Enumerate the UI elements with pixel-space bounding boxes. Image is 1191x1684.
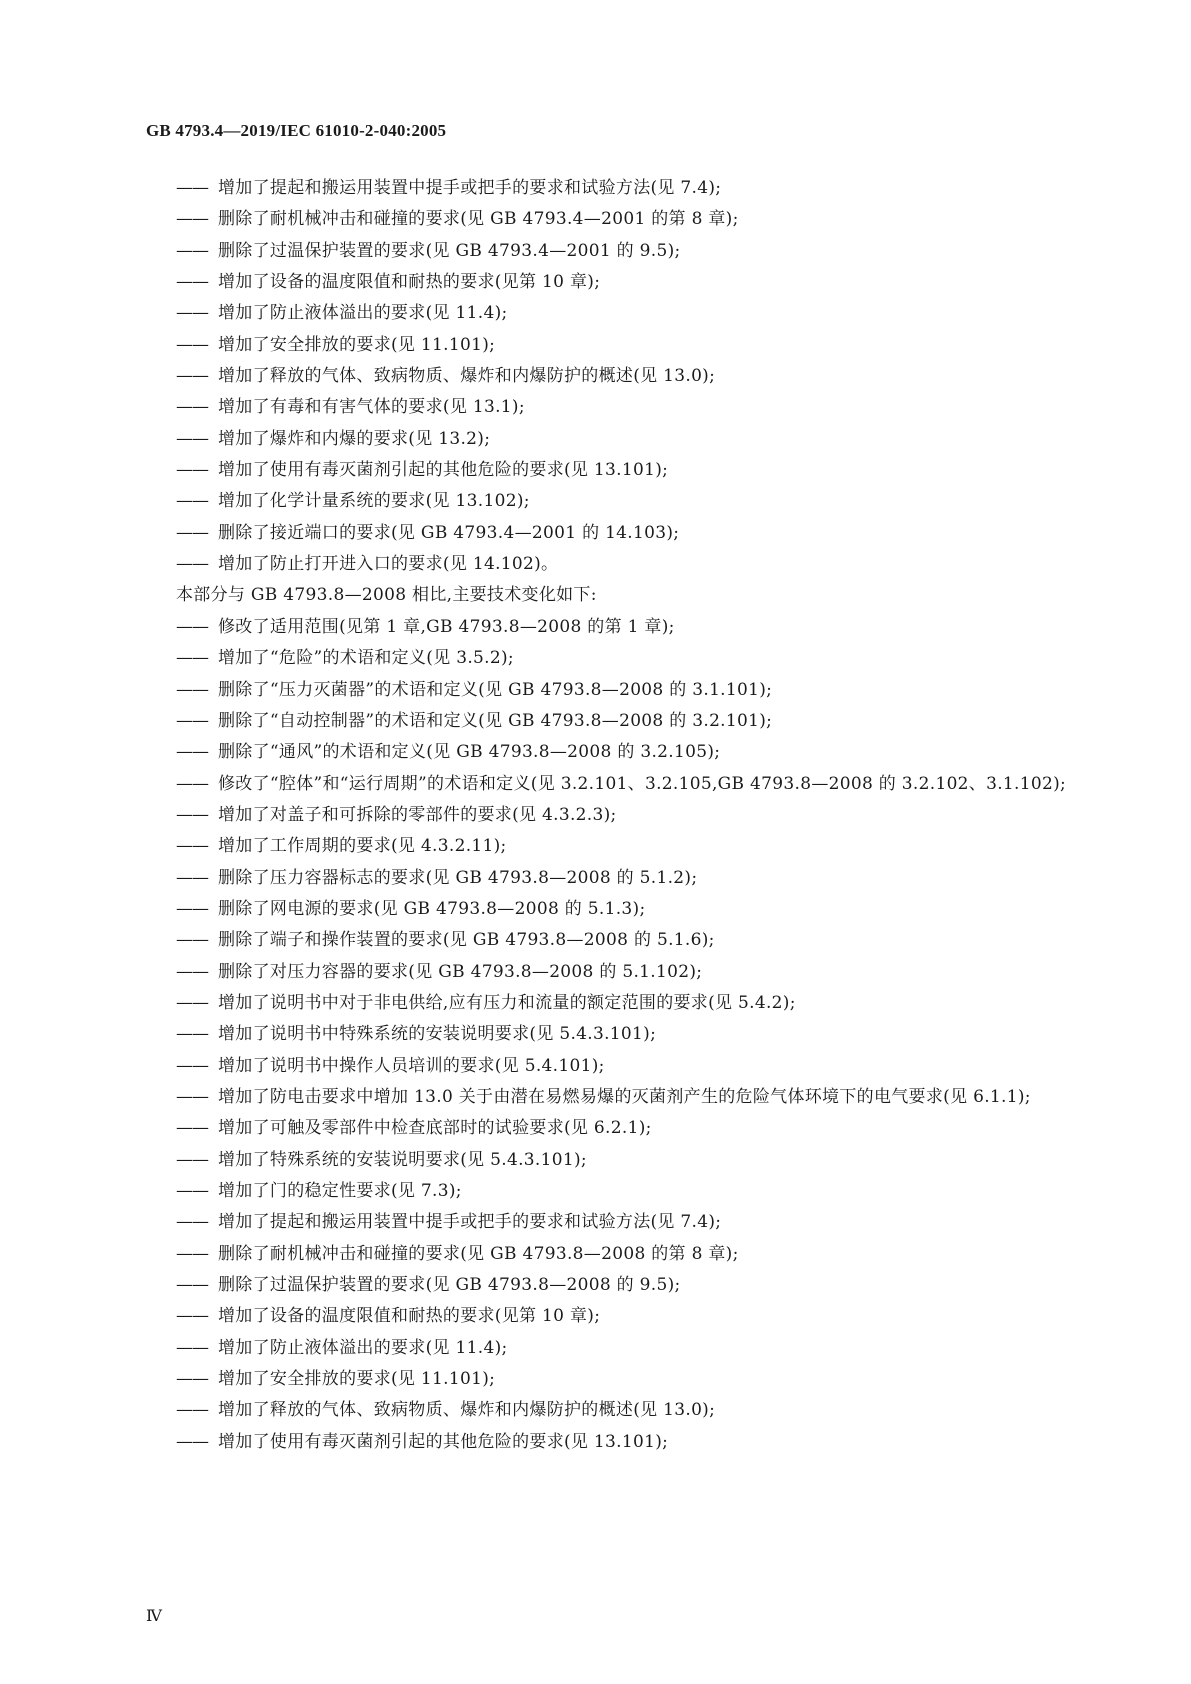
list-item-text: 删除了接近端口的要求(见 GB 4793.4—2001 的 14.103); [218,522,680,543]
list-dash: —— [176,930,208,951]
list-item-text: 增加了防止液体溢出的要求(见 11.4); [218,303,508,324]
list-item-text: 修改了“腔体”和“运行周期”的术语和定义(见 3.2.101、3.2.105,GB 4793.8—2008 的 3.2.102、3.1.102); [218,773,1067,794]
list-item-text: 增加了特殊系统的安装说明要求(见 5.4.3.101); [218,1149,587,1170]
list-item-text: 增加了释放的气体、致病物质、爆炸和内爆防护的概述(见 13.0); [218,366,716,387]
change-list-part2 [176,612,1076,1458]
list-dash: —— [176,209,208,230]
list-item [176,204,1076,235]
list-item [176,643,1076,674]
list-dash: —— [176,1118,208,1139]
list-item [176,298,1076,329]
list-dash: —— [176,1024,208,1045]
list-item [176,675,1076,706]
list-item [176,549,1076,580]
list-dash: —— [176,1243,208,1264]
list-item-text: 增加了有毒和有害气体的要求(见 13.1); [218,397,525,418]
list-item-text: 增加了爆炸和内爆的要求(见 13.2); [218,428,491,449]
list-item-text: 删除了网电源的要求(见 GB 4793.8—2008 的 5.1.3); [218,898,646,919]
list-dash: —— [176,460,208,481]
list-dash: —— [176,1400,208,1421]
list-item [176,1051,1076,1082]
list-item [176,330,1076,361]
list-dash: —— [176,804,208,825]
list-dash: —— [176,742,208,763]
list-item [176,769,1076,800]
list-dash: —— [176,710,208,731]
list-item [176,1364,1076,1395]
page-number: Ⅳ [146,1608,162,1625]
list-item-text: 增加了使用有毒灭菌剂引起的其他危险的要求(见 13.101); [218,1431,669,1452]
list-item [176,267,1076,298]
list-dash: —— [176,1149,208,1170]
list-item [176,863,1076,894]
list-dash: —— [176,867,208,888]
list-item-text: 增加了门的稳定性要求(见 7.3); [218,1181,462,1201]
list-item [176,612,1076,643]
list-item [176,1113,1076,1144]
list-item [176,1207,1076,1238]
list-item [176,1333,1076,1364]
list-item-text: 删除了“通风”的术语和定义(见 GB 4793.8—2008 的 3.2.105); [218,742,721,763]
list-item-text: 增加了提起和搬运用装置中提手或把手的要求和试验方法(见 7.4); [218,178,722,198]
list-item-text: 删除了“自动控制器”的术语和定义(见 GB 4793.8—2008 的 3.2.101); [218,710,773,731]
list-item [176,1019,1076,1050]
list-dash: —— [176,178,208,198]
list-item-text: 增加了设备的温度限值和耐热的要求(见第 10 章); [218,272,601,293]
list-dash: —— [176,1431,208,1452]
list-item-text: 增加了说明书中操作人员培训的要求(见 5.4.101); [218,1055,605,1076]
list-item [176,925,1076,956]
list-item-text: 增加了安全排放的要求(见 11.101); [218,1369,496,1390]
list-dash: —— [176,1337,208,1358]
list-item [176,894,1076,925]
list-item-text: 增加了“危险”的术语和定义(见 3.5.2); [218,648,514,669]
list-dash: —— [176,1212,208,1233]
list-item [176,486,1076,517]
list-item [176,173,1076,204]
list-dash: —— [176,616,208,637]
list-dash: —— [176,836,208,857]
list-item [176,1082,1076,1113]
list-item-text: 增加了说明书中特殊系统的安装说明要求(见 5.4.3.101); [218,1024,657,1045]
list-dash: —— [176,773,208,794]
list-item-text: 增加了安全排放的要求(见 11.101); [218,334,496,355]
document-body [176,173,1076,1458]
list-dash: —— [176,1369,208,1390]
list-dash: —— [176,1181,208,1201]
list-item [176,1427,1076,1458]
list-item [176,957,1076,988]
list-item-text: 删除了端子和操作装置的要求(见 GB 4793.8—2008 的 5.1.6); [218,930,715,951]
list-item-text: 增加了说明书中对于非电供给,应有压力和流量的额定范围的要求(见 5.4.2); [218,992,796,1013]
list-dash: —— [176,428,208,449]
list-item-text: 删除了对压力容器的要求(见 GB 4793.8—2008 的 5.1.102); [218,961,703,982]
list-dash: —— [176,1306,208,1327]
section-intro: 本部分与 GB 4793.8—2008 相比,主要技术变化如下: [176,585,597,606]
list-dash: —— [176,1086,208,1107]
standard-code: GB 4793.4—2019/IEC 61010-2-040:2005 [146,121,447,140]
list-item [176,392,1076,423]
list-item [176,737,1076,768]
list-item [176,800,1076,831]
list-item-text: 增加了释放的气体、致病物质、爆炸和内爆防护的概述(见 13.0); [218,1400,716,1421]
list-item-text: 删除了过温保护装置的要求(见 GB 4793.8—2008 的 9.5); [218,1275,681,1296]
list-item-text: 删除了过温保护装置的要求(见 GB 4793.4—2001 的 9.5); [218,240,681,261]
list-item-text: 增加了可触及零部件中检查底部时的试验要求(见 6.2.1); [218,1118,652,1139]
list-dash: —— [176,397,208,418]
list-item [176,424,1076,455]
list-item [176,1176,1076,1207]
list-item [176,988,1076,1019]
list-item-text: 删除了压力容器标志的要求(见 GB 4793.8—2008 的 5.1.2); [218,867,698,888]
list-item [176,1395,1076,1426]
list-dash: —— [176,272,208,293]
list-dash: —— [176,898,208,919]
list-item [176,831,1076,862]
list-dash: —— [176,554,208,575]
page-header [146,121,446,141]
list-item-text: 删除了“压力灭菌器”的术语和定义(见 GB 4793.8—2008 的 3.1.101); [218,679,773,700]
list-item-text: 增加了设备的温度限值和耐热的要求(见第 10 章); [218,1306,601,1327]
list-dash: —— [176,522,208,543]
list-item-text: 增加了使用有毒灭菌剂引起的其他危险的要求(见 13.101); [218,460,669,481]
list-item-text: 修改了适用范围(见第 1 章,GB 4793.8—2008 的第 1 章); [218,616,675,637]
list-dash: —— [176,334,208,355]
list-item-text: 增加了提起和搬运用装置中提手或把手的要求和试验方法(见 7.4); [218,1212,722,1233]
list-item [176,706,1076,737]
list-item-text: 增加了防止液体溢出的要求(见 11.4); [218,1337,508,1358]
list-dash: —— [176,366,208,387]
list-item [176,455,1076,486]
list-item [176,1145,1076,1176]
list-item-text: 增加了防止打开进入口的要求(见 14.102)。 [218,554,559,575]
change-list-part1 [176,173,1076,580]
list-dash: —— [176,491,208,512]
list-item [176,1239,1076,1270]
list-dash: —— [176,648,208,669]
list-item-text: 增加了工作周期的要求(见 4.3.2.11); [218,836,507,857]
list-dash: —— [176,240,208,261]
list-item [176,361,1076,392]
list-dash: —— [176,303,208,324]
list-item [176,1270,1076,1301]
list-item [176,1301,1076,1332]
list-item [176,236,1076,267]
list-dash: —— [176,1055,208,1076]
list-dash: —— [176,961,208,982]
list-item-text: 增加了防电击要求中增加 13.0 关于由潜在易燃易爆的灭菌剂产生的危险气体环境下的电气要求(见 6.1.1); [218,1086,1031,1107]
list-item [176,518,1076,549]
list-item-text: 删除了耐机械冲击和碰撞的要求(见 GB 4793.8—2008 的第 8 章); [218,1243,739,1264]
list-dash: —— [176,1275,208,1296]
list-item-text: 删除了耐机械冲击和碰撞的要求(见 GB 4793.4—2001 的第 8 章); [218,209,739,230]
list-dash: —— [176,679,208,700]
list-item-text: 增加了化学计量系统的要求(见 13.102); [218,491,530,512]
list-dash: —— [176,992,208,1013]
list-item-text: 增加了对盖子和可拆除的零部件的要求(见 4.3.2.3); [218,804,617,825]
